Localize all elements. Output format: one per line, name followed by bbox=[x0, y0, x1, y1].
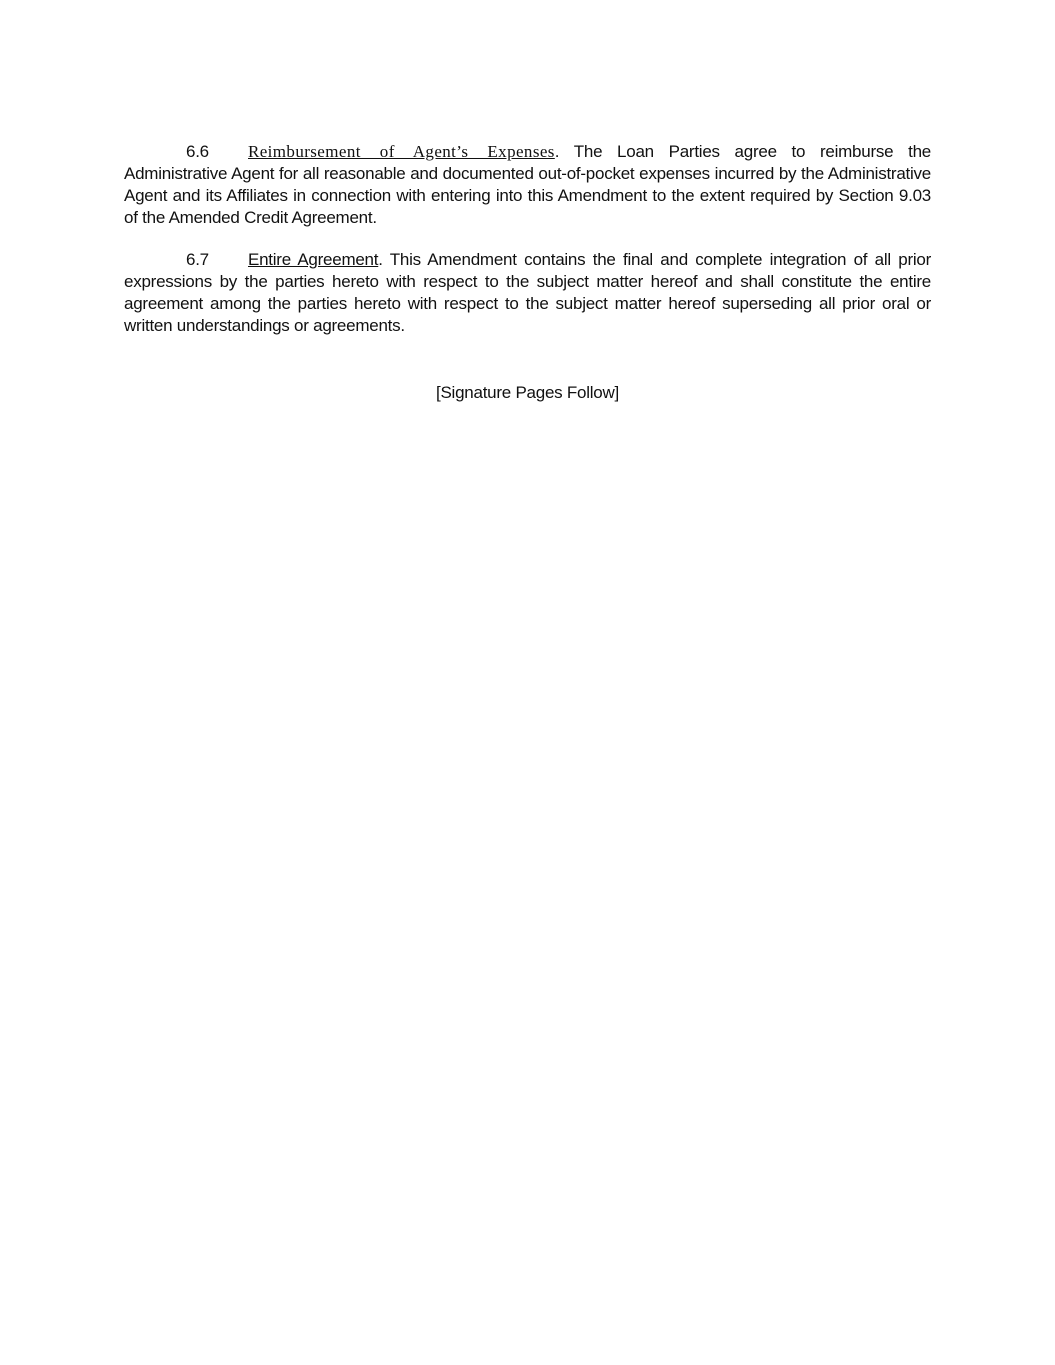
section-body: . The Loan Parties agree to reimburse the Administrative Agent for all reasonable and documented out-of-pocket expenses incurred by the Administrative Agent and its Affiliates in connection with entering into this Amendment to the extent required by Section 9.03 of the Amended Credit Agreement. bbox=[124, 142, 931, 227]
section-body: . This Amendment contains the final and complete integration of all prior expressions by the parties hereto with respect to the subject matter hereof and shall constitute the entire agreement among the parties hereto with respect to the subject matter hereof superseding all prior oral or written understandings or agreements. bbox=[124, 250, 931, 335]
section-6-6 bbox=[124, 141, 931, 229]
section-number: 6.7 bbox=[186, 250, 209, 269]
section-6-7 bbox=[124, 249, 931, 337]
section-heading: Reimbursement of Agent’s Expenses bbox=[248, 142, 555, 161]
signature-pages-note: [Signature Pages Follow] bbox=[436, 383, 619, 402]
section-heading: Entire Agreement bbox=[248, 250, 379, 269]
section-number: 6.6 bbox=[186, 142, 209, 161]
